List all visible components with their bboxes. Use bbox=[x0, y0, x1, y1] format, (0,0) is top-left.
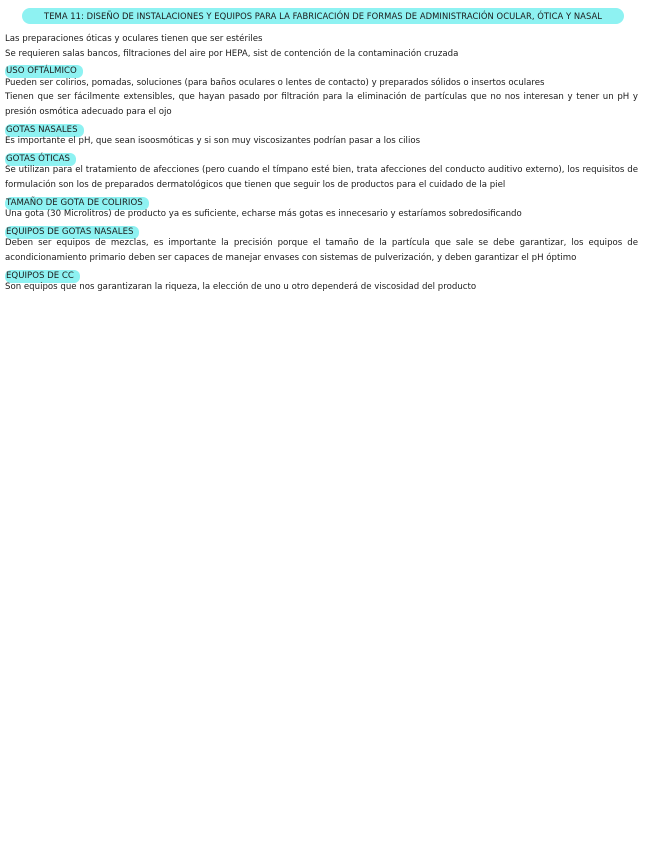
section-heading-row bbox=[5, 61, 638, 76]
section-heading-row bbox=[5, 149, 638, 164]
intro-line-1: Las preparaciones óticas y oculares tienen que ser estériles bbox=[5, 34, 263, 44]
section-paragraph: Se utilizan para el tratamiento de afecciones (pero cuando el tímpano esté bien, trata afecciones del conducto auditivo externo), los requisitos de formulación son los de preparados dermatológicos que tienen que seguir los de productos para el cuidado de la piel bbox=[5, 165, 638, 190]
section-heading-gotas-oticas: GOTAS ÓTICAS bbox=[5, 153, 76, 166]
section-line: Pueden ser colirios, pomadas, soluciones (para baños oculares o lentes de contacto) y preparados sólidos o insertos oculares bbox=[5, 77, 545, 88]
section-paragraph: Deben ser equipos de mezclas, es importante la precisión porque el tamaño de la partícula que sale se debe garantizar, los equipos de acondicionamiento primario deben ser capaces de manejar envases con sistemas de pulverización, y deben garantizar el pH óptimo bbox=[5, 238, 638, 263]
section-heading-row bbox=[5, 222, 638, 237]
section-heading-row bbox=[5, 193, 638, 208]
intro-line-2: Se requieren salas bancos, filtraciones del aire por HEPA, sist de contención de la contaminación cruzada bbox=[5, 48, 459, 59]
section-heading-tamano-gota: TAMAÑO DE GOTA DE COLIRIOS bbox=[5, 197, 149, 210]
section-line: Una gota (30 Microlitros) de producto ya es suficiente, echarse más gotas es innecesario y estaríamos sobredosificando bbox=[5, 209, 522, 220]
document-title: TEMA 11: DISEÑO DE INSTALACIONES Y EQUIPOS PARA LA FABRICACIÓN DE FORMAS DE ADMINISTRACIÓN OCULAR, ÓTICA Y NASAL bbox=[44, 11, 602, 21]
section-heading-equipos-cc: EQUIPOS DE CC bbox=[5, 270, 80, 283]
section-paragraph: Tienen que ser fácilmente extensibles, que hayan pasado por filtración para la eliminación de partículas que no nos interesan y tener un pH y presión osmótica adecuado para el ojo bbox=[5, 92, 638, 117]
section-heading-row bbox=[5, 266, 638, 281]
section-line: Son equipos que nos garantizaran la riqueza, la elección de uno u otro dependerá de viscosidad del producto bbox=[5, 282, 477, 293]
section-heading-uso-oftalmico: USO OFTÁLMICO bbox=[5, 65, 83, 78]
section-heading-gotas-nasales: GOTAS NASALES bbox=[5, 124, 84, 137]
document-title-highlight bbox=[22, 8, 624, 24]
section-heading-row bbox=[5, 120, 638, 135]
section-heading-equipos-gotas-nasales: EQUIPOS DE GOTAS NASALES bbox=[5, 226, 139, 239]
section-line: Es importante el pH, que sean isoosmóticas y si son muy viscosizantes podrían pasar a los cilios bbox=[5, 136, 421, 147]
document-body bbox=[5, 32, 638, 295]
